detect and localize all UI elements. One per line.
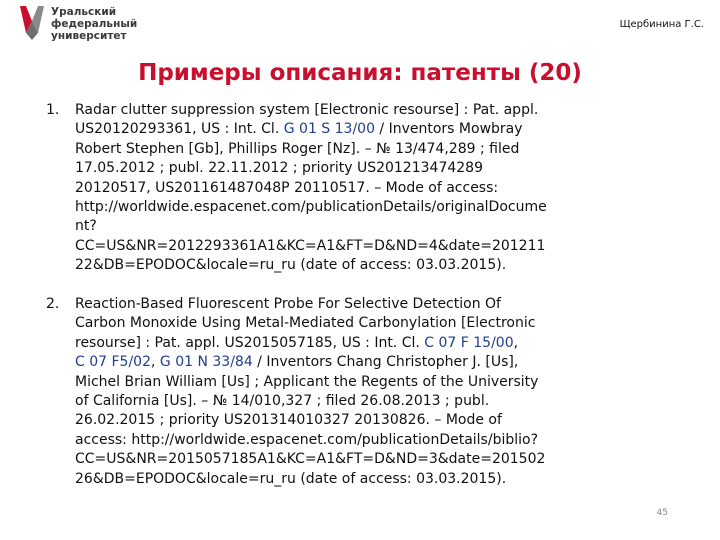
reference-text: , [513, 334, 519, 351]
reference-line [75, 120, 694, 139]
reference-line [75, 101, 694, 120]
reference-line [75, 198, 694, 217]
reference-text: 22&DB=EPODOC&locale=ru_ru (date of access: 03.03.2015). [75, 257, 507, 274]
reference-text: of California [Us]. – № 14/010,327 ; filed 26.08.2013 ; publ. [75, 393, 490, 410]
reference-text: , [150, 354, 160, 371]
reference-text: 26&DB=EPODOC&locale=ru_ru (date of access: 03.03.2015). [75, 470, 507, 487]
reference-line [75, 353, 694, 372]
reference-line [75, 450, 694, 469]
slide-title: Примеры описания: патенты (20) [138, 60, 582, 86]
reference-text: CC=US&NR=2015057185A1&KC=A1&FT=D&ND=3&date=201502 [75, 451, 546, 468]
reference-text: access: http://worldwide.espacenet.com/publicationDetails/biblio? [75, 431, 539, 448]
reference-line [75, 256, 694, 275]
reference-list [46, 101, 694, 509]
logo-line: Уральский [51, 6, 117, 18]
reference-line [75, 431, 694, 450]
logo-line: университет [51, 30, 127, 42]
reference-line [75, 411, 694, 430]
reference-item [46, 101, 694, 276]
reference-line [75, 334, 694, 353]
reference-line [75, 470, 694, 489]
reference-line [75, 392, 694, 411]
reference-line [75, 373, 694, 392]
reference-text: 20120517, US201161487048P 20110517. – Mode of access: [75, 179, 499, 196]
classification-code: G 01 N 33/84 [159, 354, 253, 371]
urfu-emblem-icon [20, 6, 44, 40]
author-name: Щербинина Г.С. [619, 19, 704, 30]
reference-line [75, 314, 694, 333]
reference-text: 17.05.2012 ; publ. 22.11.2012 ; priority US201213474289 [75, 160, 483, 177]
reference-text: Reaction-Based Fluorescent Probe For Selective Detection Of [75, 296, 501, 313]
reference-line [75, 237, 694, 256]
logo-text [51, 6, 137, 42]
reference-line [75, 179, 694, 198]
university-logo [20, 6, 137, 42]
reference-text: Carbon Monoxide Using Metal-Mediated Carbonylation [Electronic [75, 315, 536, 332]
reference-text: http://worldwide.espacenet.com/publicationDetails/originalDocume [75, 199, 547, 216]
reference-text: Michel Brian William [Us] ; Applicant the Regents of the University [75, 373, 539, 390]
reference-text: US20120293361, US : Int. Cl. [75, 121, 284, 138]
reference-text: CC=US&NR=2012293361A1&KC=A1&FT=D&ND=4&date=201211 [75, 237, 546, 254]
reference-text: resourse] : Pat. appl. US2015057185, US : Int. Cl. [75, 334, 425, 351]
page-number: 45 [656, 508, 668, 518]
logo-line: федеральный [51, 18, 138, 30]
reference-line [75, 140, 694, 159]
reference-line [75, 217, 694, 236]
reference-number: 2. [46, 296, 60, 313]
reference-line [75, 159, 694, 178]
reference-line [75, 295, 694, 314]
classification-code: G 01 S 13/00 [283, 121, 375, 138]
reference-text: / Inventors Mowbray [374, 121, 523, 138]
reference-text: / Inventors Chang Christopher J. [Us], [252, 354, 519, 371]
reference-text: Radar clutter suppression system [Electronic resourse] : Pat. appl. [75, 102, 539, 118]
reference-text: Robert Stephen [Gb], Phillips Roger [Nz]. – № 13/474,289 ; filed [75, 140, 520, 157]
reference-text: nt? [75, 218, 97, 235]
classification-code: C 07 F5/02 [75, 354, 151, 371]
classification-code: C 07 F 15/00 [424, 334, 514, 351]
reference-text: 26.02.2015 ; priority US201314010327 20130826. – Mode of [75, 412, 502, 429]
reference-number: 1. [46, 102, 60, 118]
reference-item [46, 295, 694, 489]
